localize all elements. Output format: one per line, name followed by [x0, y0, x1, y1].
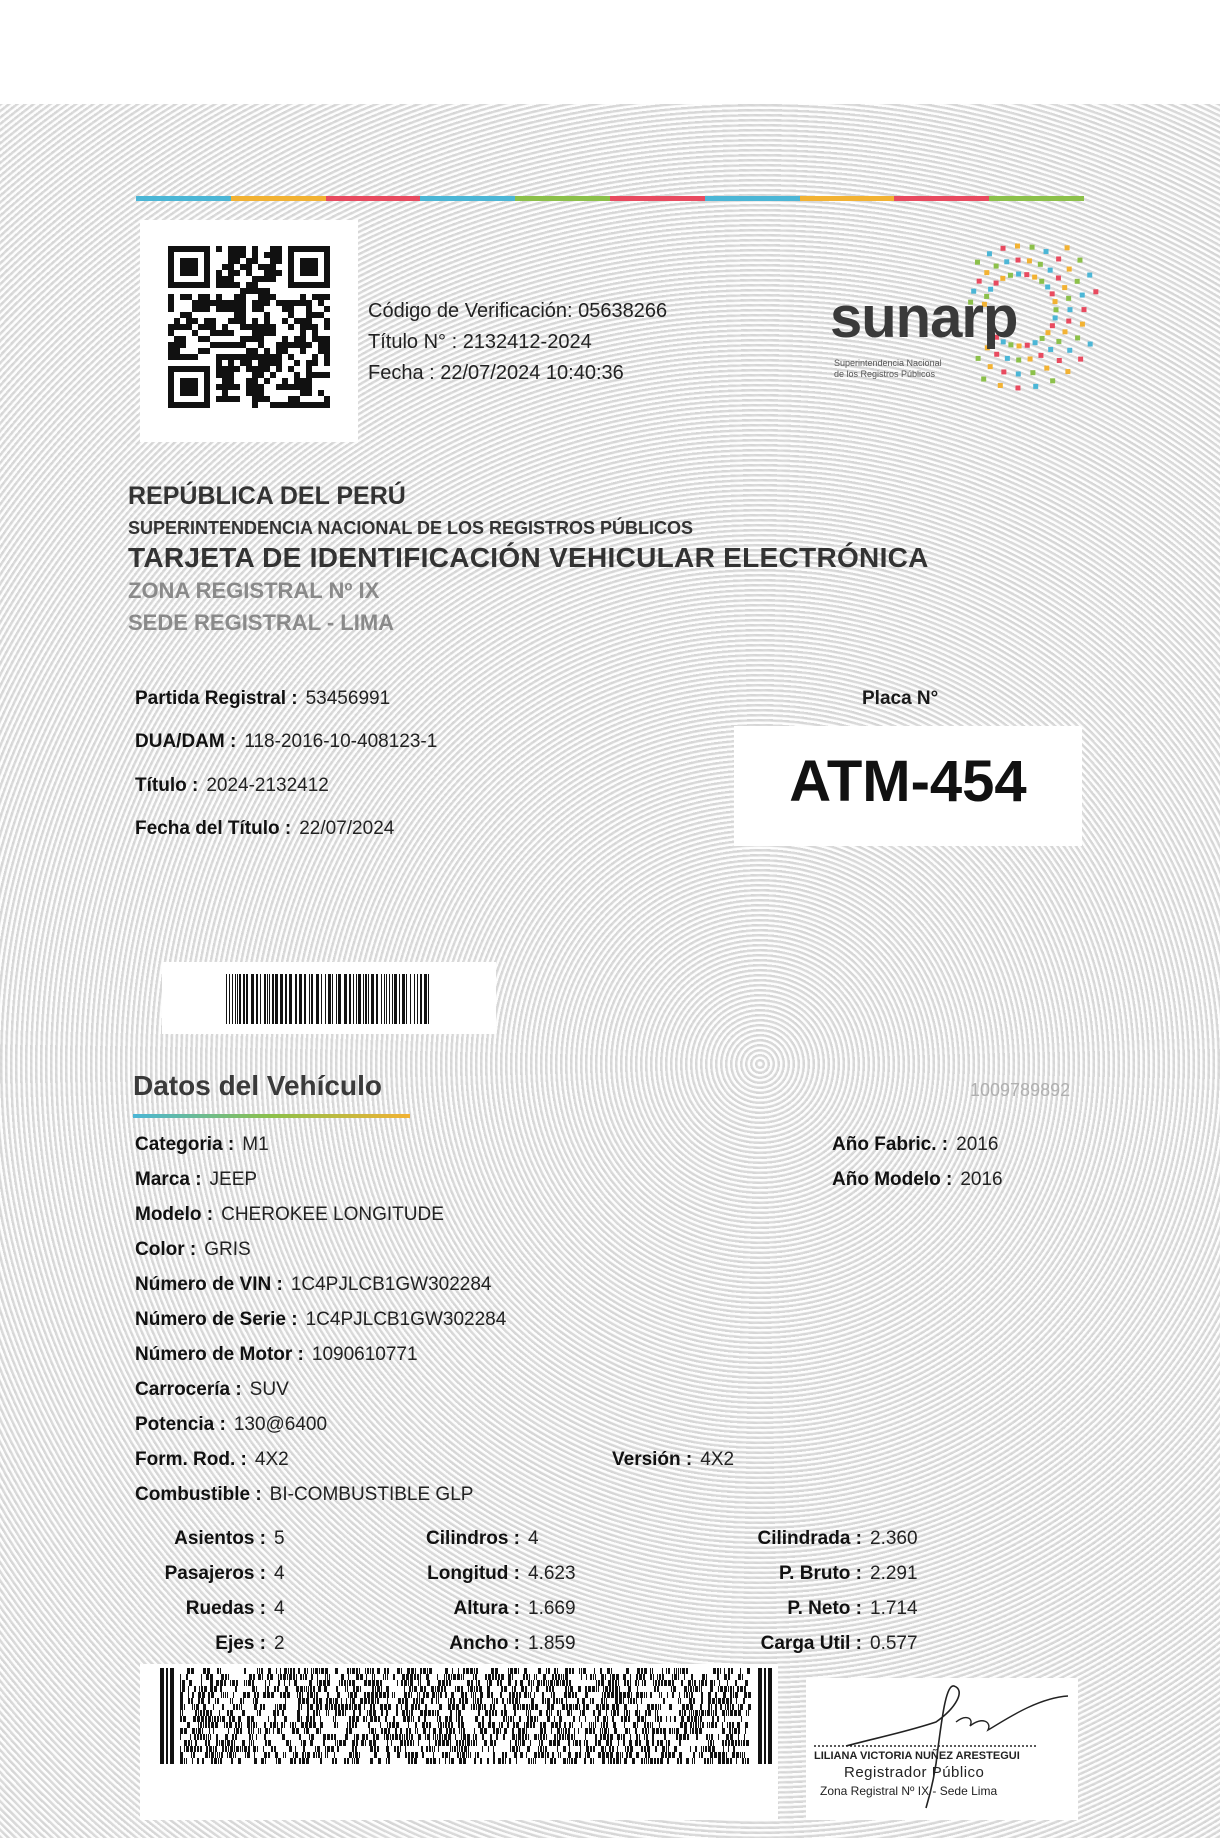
- motor-label: Número de Motor :: [135, 1344, 304, 1365]
- altura-value: 1.669: [528, 1598, 576, 1619]
- form-rod-label: Form. Rod. :: [135, 1449, 247, 1470]
- longitud-label: Longitud :: [427, 1563, 520, 1584]
- asientos-row: [130, 1528, 285, 1550]
- pasajeros-label: Pasajeros :: [164, 1563, 266, 1584]
- ano-modelo-row: [832, 1169, 1003, 1191]
- potencia-label: Potencia :: [135, 1414, 226, 1435]
- p-bruto-row: [712, 1563, 918, 1585]
- altura-row: [380, 1598, 576, 1620]
- ejes-row: [130, 1633, 285, 1655]
- combustible-label: Combustible :: [135, 1484, 262, 1505]
- logo-subtitle: [834, 358, 942, 380]
- signatory-zone: Zona Registral Nº IX - Sede Lima: [820, 1784, 998, 1798]
- qr-code-icon: [168, 246, 330, 408]
- rainbow-segment: [231, 196, 326, 201]
- categoria-label: Categoria :: [135, 1134, 235, 1155]
- verification-code: Código de Verificación: 05638266: [368, 300, 668, 322]
- titulo-label: Título :: [135, 775, 199, 796]
- rainbow-segment: [894, 196, 989, 201]
- modelo-value: CHEROKEE LONGITUDE: [221, 1204, 444, 1225]
- categoria-row: [135, 1134, 269, 1156]
- datos-underline: [133, 1114, 410, 1118]
- header-sede: SEDE REGISTRAL - LIMA: [128, 610, 395, 635]
- logo-sub-line2: de los Registros Públicos: [834, 369, 936, 379]
- p-neto-value: 1.714: [870, 1598, 918, 1619]
- ejes-label: Ejes :: [215, 1633, 266, 1654]
- p-bruto-label: P. Bruto :: [778, 1563, 862, 1584]
- categoria-value: M1: [242, 1134, 269, 1155]
- header-zona: ZONA REGISTRAL Nº IX: [128, 578, 380, 603]
- carroceria-row: [135, 1379, 289, 1401]
- ano-fabric-row: [832, 1134, 998, 1156]
- partida-value: 53456991: [305, 688, 391, 709]
- rainbow-segment: [515, 196, 610, 201]
- partida-label: Partida Registral :: [135, 688, 298, 709]
- color-label: Color :: [135, 1239, 197, 1260]
- dua-value: 118-2016-10-408123-1: [244, 731, 438, 752]
- ruedas-label: Ruedas :: [185, 1598, 266, 1619]
- header-superintendencia: SUPERINTENDENCIA NACIONAL DE LOS REGISTROS PÚBLICOS: [128, 518, 694, 538]
- serie-row: [135, 1309, 506, 1331]
- version-value: 4X2: [700, 1449, 735, 1470]
- asientos-label: Asientos :: [174, 1528, 266, 1549]
- carga-util-value: 0.577: [870, 1633, 918, 1654]
- ano-fabric-label: Año Fabric. :: [832, 1134, 949, 1155]
- carga-util-label: Carga Util :: [760, 1633, 862, 1654]
- p-neto-row: [712, 1598, 918, 1620]
- altura-label: Altura :: [453, 1598, 520, 1619]
- document-code: 1009789892: [970, 1080, 1071, 1100]
- cilindros-label: Cilindros :: [426, 1528, 520, 1549]
- barcode-pdf417: [140, 1664, 778, 1820]
- verification-block: [368, 296, 667, 389]
- combustible-value: BI-COMBUSTIBLE GLP: [269, 1484, 474, 1505]
- header-republica: REPÚBLICA DEL PERÚ: [128, 482, 406, 510]
- longitud-row: [380, 1563, 576, 1585]
- marca-row: [135, 1169, 257, 1191]
- marca-value: JEEP: [209, 1169, 258, 1190]
- carga-util-row: [712, 1633, 918, 1655]
- motor-value: 1090610771: [311, 1344, 418, 1365]
- datos-title: Datos del Vehículo: [133, 1070, 382, 1101]
- pasajeros-value: 4: [274, 1563, 285, 1584]
- fecha-titulo-row: [135, 818, 394, 840]
- rainbow-divider: [136, 196, 1084, 201]
- modelo-label: Modelo :: [135, 1204, 214, 1225]
- serie-label: Número de Serie :: [135, 1309, 298, 1330]
- color-value: GRIS: [204, 1239, 251, 1260]
- modelo-row: [135, 1204, 444, 1226]
- vin-row: [135, 1274, 491, 1296]
- sunarp-logo: [830, 242, 1100, 402]
- potencia-value: 130@6400: [233, 1414, 328, 1435]
- carroceria-value: SUV: [249, 1379, 289, 1400]
- longitud-value: 4.623: [528, 1563, 576, 1584]
- plate-label: Placa N°: [862, 688, 939, 709]
- fecha-titulo-value: 22/07/2024: [299, 818, 395, 839]
- version-label: Versión :: [612, 1449, 693, 1470]
- qr-code: [140, 220, 358, 442]
- color-row: [135, 1239, 251, 1261]
- rainbow-segment: [705, 196, 800, 201]
- rainbow-segment: [136, 196, 231, 201]
- serie-value: 1C4PJLCB1GW302284: [305, 1309, 507, 1330]
- vehicle-id-card: [0, 104, 1220, 1838]
- form-rod-row: [135, 1449, 289, 1471]
- cilindrada-label: Cilindrada :: [757, 1528, 862, 1549]
- fecha-titulo-label: Fecha del Título :: [135, 818, 292, 839]
- ruedas-row: [130, 1598, 285, 1620]
- motor-row: [135, 1344, 418, 1366]
- cilindros-value: 4: [528, 1528, 539, 1549]
- pasajeros-row: [130, 1563, 285, 1585]
- potencia-row: [135, 1414, 327, 1436]
- ano-modelo-label: Año Modelo :: [832, 1169, 953, 1190]
- rainbow-segment: [610, 196, 705, 201]
- logo-word: sunarp: [830, 285, 1018, 350]
- p-bruto-value: 2.291: [870, 1563, 918, 1584]
- pdf417-barcode-icon: [160, 1668, 772, 1764]
- dua-row: [135, 731, 437, 753]
- carroceria-label: Carrocería :: [135, 1379, 242, 1400]
- signature-block: [806, 1678, 1078, 1820]
- ano-modelo-value: 2016: [960, 1169, 1003, 1190]
- titulo-row: [135, 775, 329, 797]
- barcode-icon: [226, 974, 432, 1024]
- ruedas-value: 4: [274, 1598, 285, 1619]
- logo-sub-line1: Superintendencia Nacional: [834, 358, 942, 368]
- cilindrada-row: [712, 1528, 918, 1550]
- rainbow-segment: [989, 196, 1084, 201]
- marca-label: Marca :: [135, 1169, 202, 1190]
- header-tarjeta: TARJETA DE IDENTIFICACIÓN VEHICULAR ELECTRÓNICA: [128, 542, 929, 573]
- plate-box: [734, 726, 1082, 846]
- ano-fabric-value: 2016: [956, 1134, 999, 1155]
- dua-label: DUA/DAM :: [135, 731, 237, 752]
- ejes-value: 2: [274, 1633, 285, 1654]
- rainbow-segment: [800, 196, 895, 201]
- signatory-name: LILIANA VICTORIA NUÑEZ ARESTEGUI: [814, 1750, 1020, 1762]
- barcode-small: [162, 962, 496, 1034]
- form-rod-value: 4X2: [254, 1449, 289, 1470]
- verification-titulo: Título N° : 2132412-2024: [368, 331, 592, 353]
- asientos-value: 5: [274, 1528, 285, 1549]
- signatory-role: Registrador Público: [844, 1764, 985, 1781]
- signature-icon: [806, 1678, 1078, 1820]
- cilindrada-value: 2.360: [870, 1528, 918, 1549]
- partida-row: [135, 688, 390, 710]
- version-row: [612, 1449, 734, 1471]
- rainbow-segment: [420, 196, 515, 201]
- ancho-label: Ancho :: [449, 1633, 520, 1654]
- vin-value: 1C4PJLCB1GW302284: [290, 1274, 492, 1295]
- p-neto-label: P. Neto :: [787, 1598, 862, 1619]
- ancho-row: [380, 1633, 576, 1655]
- vin-label: Número de VIN :: [135, 1274, 283, 1295]
- rainbow-segment: [326, 196, 421, 201]
- ancho-value: 1.859: [528, 1633, 576, 1654]
- plate-number: ATM-454: [789, 749, 1027, 814]
- combustible-row: [135, 1484, 473, 1506]
- verification-fecha: Fecha : 22/07/2024 10:40:36: [368, 362, 624, 384]
- cilindros-row: [380, 1528, 539, 1550]
- titulo-value: 2024-2132412: [206, 775, 329, 796]
